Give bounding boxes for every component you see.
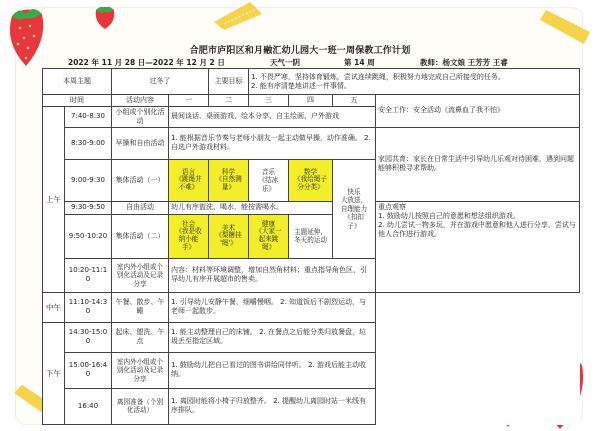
period-noon: 中午 [43,292,65,322]
row-time: 7:40-8:30 [65,106,112,127]
fri-activity: 快乐 大放送， 自理能力 《扣扣 子》 [333,159,376,258]
row-time: 10:20-11:10 [65,258,112,292]
row-activity: 起床、盥洗、午点 [112,322,169,352]
row-activity: 小组或个别化活动 [112,106,169,127]
goal-label: 主要目标 [209,69,249,95]
header-fri: 五 [333,95,376,107]
page-title: 合肥市庐阳区和月融汇幼儿园大一班一周保教工作计划 [189,46,411,56]
focus-item: 1. 鼓励幼儿按照自己的意愿和想法组织游戏。 [378,211,520,220]
header-wed: 三 [249,95,289,107]
blank-cell [376,292,580,424]
table-row [43,292,580,322]
table-row [43,127,580,159]
row-activity: 午餐、散步、午睡 [112,292,169,322]
header-mon: 一 [169,95,209,107]
theme-row [43,69,580,95]
row-time: 15:00-16:40 [65,352,112,388]
theme-value: 过冬了 [112,69,209,95]
header-time: 时间 [43,95,112,107]
row-time: 9:50-10:20 [65,214,112,258]
row-activity: 集体活动（二） [112,214,169,258]
wed-activity-two: 健康 《大家一 起来跳 绳》 [249,214,289,258]
goal-item: 2. 能有序清楚地讲述一件事情。 [251,81,351,90]
row-activity: 室内外小组或个别化活动及记录分享 [112,258,169,292]
tue-activity-two: 美术 《梨糖挂 '绳'》 [209,214,249,258]
row-content: 1. 引导幼儿安静午餐，细嚼慢咽。 2. 知道饭后不剧烈运动，与老师一起散步。 [169,292,376,322]
row-activity: 离园准备（个别化活动） [112,388,169,424]
row-content: 1. 能根据音乐节奏与老师小朋友一起主动做早操，动作准确。 2. 自选户外游戏材料。 [169,127,376,159]
week-number: 第 14 周 [344,58,375,67]
focus-cell [376,201,580,292]
strawberry-icon [2,0,50,70]
period-morning: 上午 [43,106,65,292]
row-content: 1. 能主动整理自己的床铺。 2. 在餐点之后能分类归放餐盘，垃圾丢至指定区域。 [169,322,376,352]
row-content: 幼儿有序盥洗、喝水，能按需喝水。 [169,201,333,214]
row-time: 11:10-14:30 [65,292,112,322]
header-thu: 四 [289,95,333,107]
mon-activity-one: 语言 《跳绳并 不难》 [169,159,209,201]
row-time: 14:30-15:00 [65,322,112,352]
focus-title: 重点观察 [378,202,406,211]
theme-label: 本周主题 [43,69,112,95]
row-time: 9:00-9:30 [65,159,112,201]
row-content: 内容：材料等环境调整，增加自然角材料；重点指导角色区，引导幼儿有序开展超市的售卖。 [169,258,376,292]
thu-activity-two: 主题延伸，冬天的运动 [289,214,333,258]
teachers: 教师：杨文娘 王芳芳 王睿 [420,58,508,67]
row-time: 8:30-9:00 [65,127,112,159]
row-content: 1. 鼓励幼儿把自己看过的图书讲给同伴听。 2. 游戏后能主动收纳。 [169,352,376,388]
row-activity: 自由活动 [112,201,169,214]
wed-activity-one: 音乐 《结冰 乐》 [249,159,289,201]
goal-item: 1. 不畏严寒，坚持体育锻炼，尝试连续跳绳，积极努力地完成自己所接受的任务。 [251,72,505,81]
mon-activity-two: 社会 《我是收 纳小能 手》 [169,214,209,258]
home-cell: 家园共育：家长在日常生活中引导幼儿乐观对待困难，遇到问题能够积极寻求帮助。 [376,127,580,201]
row-activity: 室内外小组或个别化活动及记录分享 [112,352,169,388]
header-tue: 二 [209,95,249,107]
header-row [43,95,580,107]
weather: 天气一阴 [270,58,300,67]
strawberry-small-icon [90,2,120,30]
ribbon-corner-icon [540,6,596,46]
row-content: 晨间谈话、桌面游戏、绘本分享、自主绘画、户外游戏 [169,106,376,127]
row-activity: 早操和自由活动 [112,127,169,159]
focus-item: 2. 幼儿尝试一物多玩，并在游戏中愿意和他人进行分享，尝试与他人合作进行游戏。 [378,220,576,238]
goal-list [249,69,580,95]
header-activity: 活动内容 [112,95,169,107]
ribbon-icon [210,0,270,30]
row-activity: 集体活动（一） [112,159,169,201]
row-time: 16:40 [65,388,112,424]
row-content: 1. 离园时能将小椅子归放整齐。 2. 提醒幼儿离园时站一米线有序排队。 [169,388,376,424]
tue-activity-one: 科学 《自然测 量》 [209,159,249,201]
thu-activity-one: 数学 《我给绳子 分分类》 [289,159,333,201]
row-time: 9:30-9:50 [65,201,112,214]
table-row [43,201,580,214]
date-range: 2022 年 11 月 28 日—2022 年 12 月 2 日 [68,58,225,67]
safety-cell: 安全工作：安全活动《流鼻血了我不怕》 [376,95,580,128]
plan-table [42,68,580,425]
period-afternoon: 下午 [43,322,65,424]
